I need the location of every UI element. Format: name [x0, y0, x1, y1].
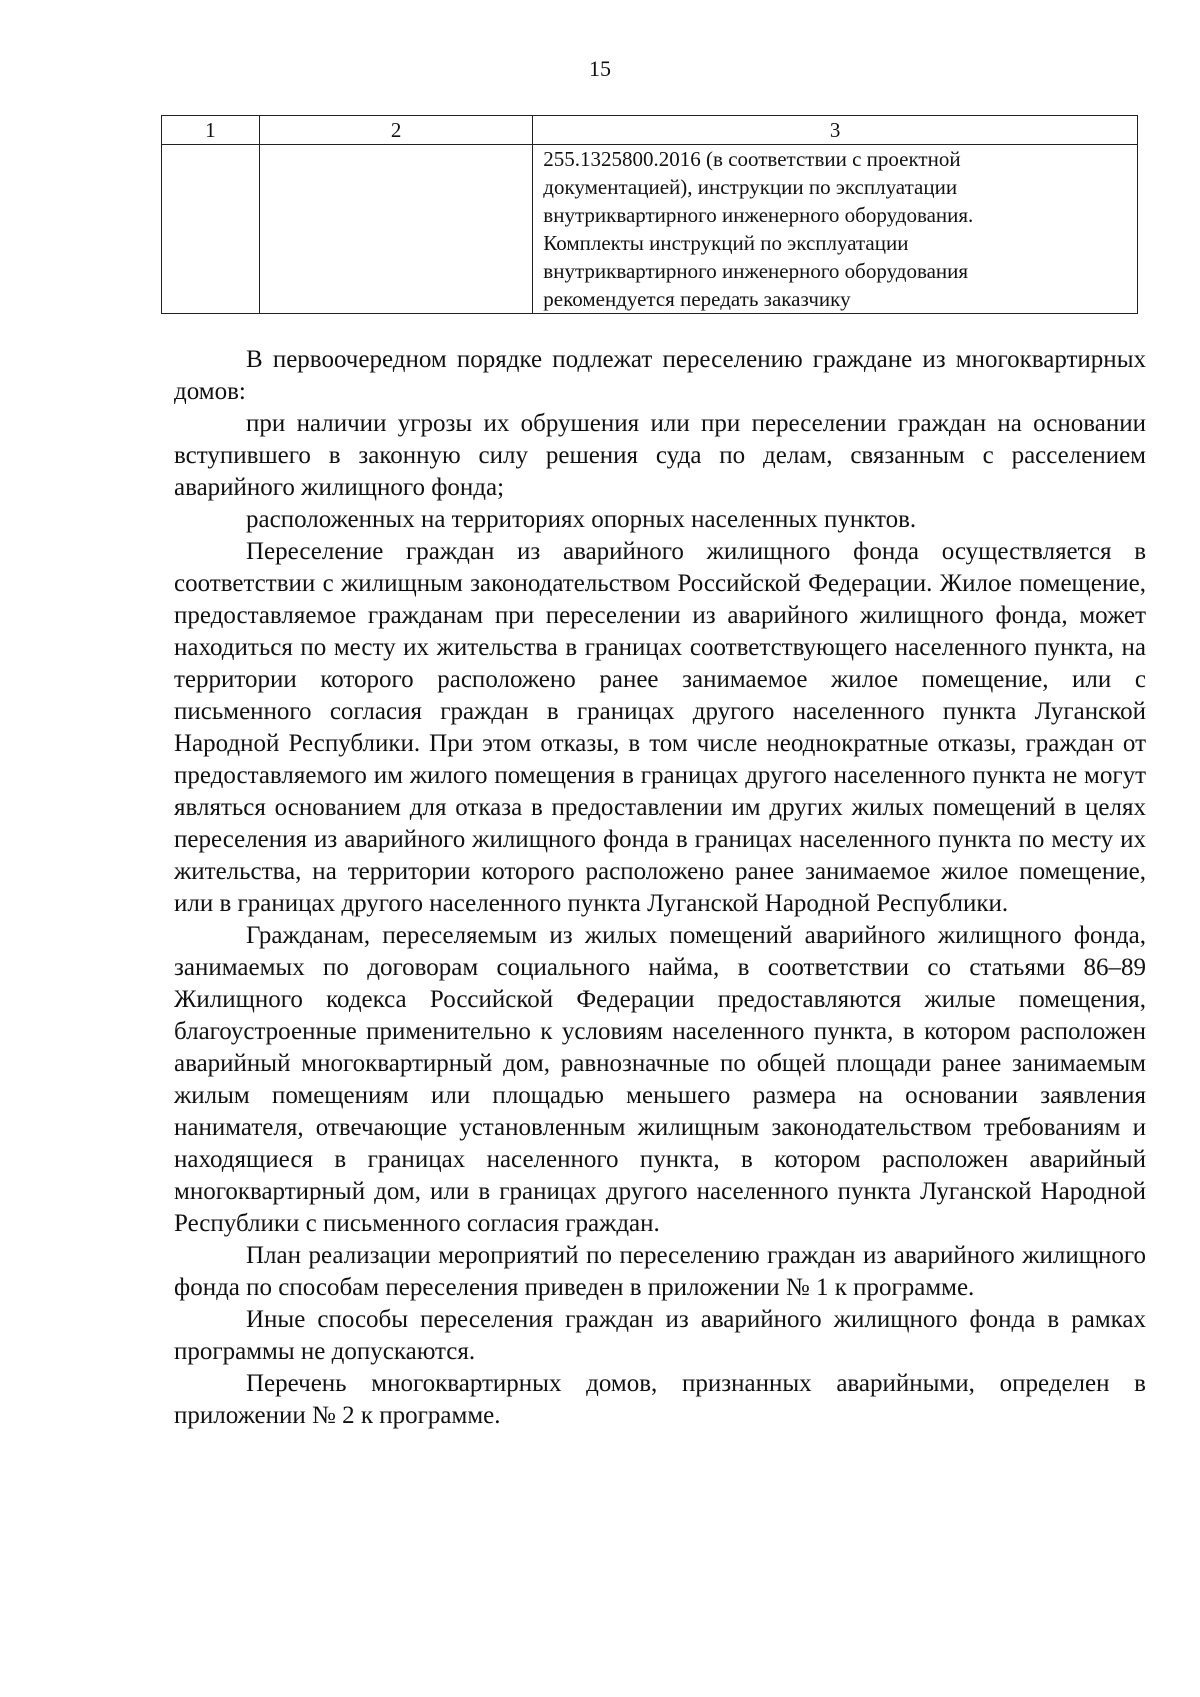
- paragraph: Иные способы переселения граждан из аварийного жилищного фонда в рамках программы не допускаются.: [174, 1306, 1146, 1365]
- table-cell-line: Комплекты инструкций по эксплуатации: [543, 231, 909, 255]
- paragraph: План реализации мероприятий по переселению граждан из аварийного жилищного фонда по способам переселения приведен в приложении № 1 к программе.: [174, 1242, 1146, 1301]
- table-header-cell: 2: [259, 116, 532, 145]
- table-cell-col1: [162, 145, 260, 314]
- page-number: 15: [589, 56, 611, 81]
- table-cell-col3: [533, 145, 1138, 314]
- table-header-cell: 3: [533, 116, 1138, 145]
- paragraph: Перечень многоквартирных домов, признанных аварийными, определен в приложении № 2 к программе.: [174, 1370, 1146, 1429]
- table-cell-line: внутриквартирного инженерного оборудования.: [543, 203, 974, 227]
- table-cell-line: рекомендуется передать заказчику: [543, 287, 851, 311]
- paragraph: В первоочередном порядке подлежат переселению граждане из многоквартирных домов:: [174, 346, 1146, 405]
- table-cell-line: внутриквартирного инженерного оборудования: [543, 259, 969, 283]
- table-cell-col2: [259, 145, 532, 314]
- table-cell-line: 255.1325800.2016 (в соответствии с проектной: [543, 147, 961, 171]
- document-body: [174, 344, 1146, 1432]
- table-row: [162, 145, 1138, 314]
- paragraph: Гражданам, переселяемым из жилых помещений аварийного жилищного фонда, занимаемых по договорам социального найма, в соответствии со статьями 86–89 Жилищного кодекса Российской Федерации предоставляются жилые помещения, благоустроенные применительно к условиям населенного пункта, в котором расположен аварийный многоквартирный дом, равнозначные по общей площади ранее занимаемым жилым помещениям или площадью меньшего размера на основании заявления нанимателя, отвечающие установленным жилищным законодательством требованиям и находящиеся в границах населенного пункта, в котором расположен аварийный многоквартирный дом, или в границах другого населенного пункта Луганской Народной Республики с письменного согласия граждан.: [174, 922, 1146, 1237]
- paragraph: расположенных на территориях опорных населенных пунктов.: [246, 506, 917, 533]
- paragraph: Переселение граждан из аварийного жилищного фонда осуществляется в соответствии с жилищным законодательством Российской Федерации. Жилое помещение, предоставляемое гражданам при переселении из аварийного жилищного фонда, может находиться по месту их жительства в границах соответствующего населенного пункта, на территории которого расположено ранее занимаемое жилое помещение, или с письменного согласия граждан в границах другого населенного пункта Луганской Народной Республики. При этом отказы, в том числе неоднократные отказы, граждан от предоставляемого им жилого помещения в границах другого населенного пункта не могут являться основанием для отказа в предоставлении им других жилых помещений в целях переселения из аварийного жилищного фонда в границах населенного пункта по месту их жительства, на территории которого расположено ранее занимаемое жилое помещение, или в границах другого населенного пункта Луганской Народной Республики.: [174, 538, 1146, 917]
- paragraph: при наличии угрозы их обрушения или при переселении граждан на основании вступившего в законную силу решения суда по делам, связанным с расселением аварийного жилищного фонда;: [174, 410, 1146, 501]
- table-cell-line: документацией), инструкции по эксплуатации: [543, 175, 958, 199]
- table-header-row: [162, 116, 1138, 145]
- continuation-table: [161, 115, 1138, 314]
- table-header-cell: 1: [162, 116, 260, 145]
